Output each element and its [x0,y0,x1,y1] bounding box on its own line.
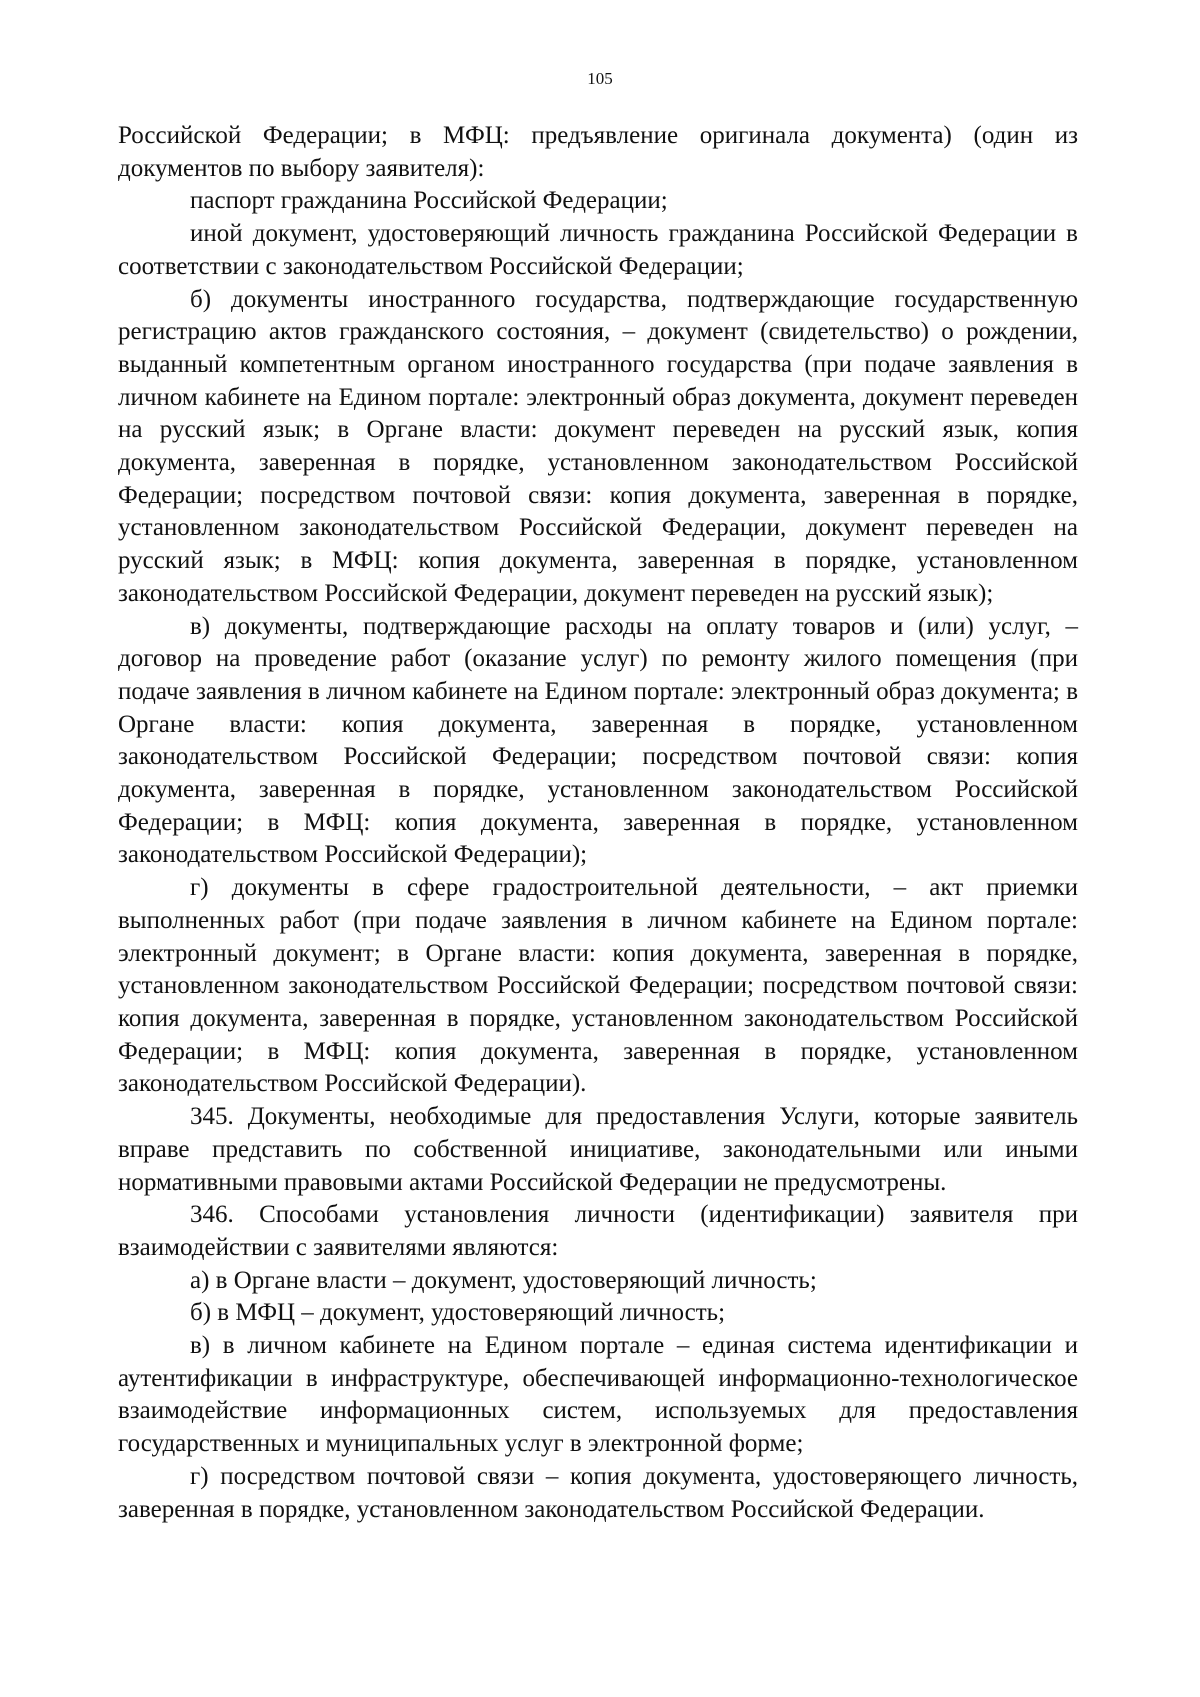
paragraph: паспорт гражданина Российской Федерации; [190,187,668,215]
document-body [118,120,1078,1526]
paragraph: г) документы в сфере градостроительной деятельности, – акт приемки выполненных работ (при подаче заявления в личном кабинете на Едином портале: электронный документ; в Органе власти: копия документа, заверенная в порядке, установленном законодательством Российской Федерации; посредством почтовой связи: копия документа, заверенная в порядке, установленном законодательством Российской Федерации; в МФЦ: копия документа, заверенная в порядке, установленном законодательством Российской Федерации). [118,874,1078,1098]
page-number: 105 [587,69,613,88]
paragraph: иной документ, удостоверяющий личность гражданина Российской Федерации в соответствии с законодательством Российской Федерации; [118,220,1078,280]
paragraph: а) в Органе власти – документ, удостоверяющий личность; [190,1266,817,1294]
paragraph: б) документы иностранного государства, подтверждающие государственную регистрацию актов гражданского состояния, – документ (свидетельство) о рождении, выданный компетентным органом иностранного государства (при подаче заявления в личном кабинете на Едином портале: электронный образ документа, документ переведен на русский язык; в Органе власти: документ переведен на русский язык, копия документа, заверенная в порядке, установленном законодательством Российской Федерации; посредством почтовой связи: копия документа, заверенная в порядке, установленном законодательством Российской Федерации, документ переведен на русский язык; в МФЦ: копия документа, заверенная в порядке, установленном законодательством Российской Федерации, документ переведен на русский язык); [118,285,1078,607]
paragraph: 345. Документы, необходимые для предоставления Услуги, которые заявитель вправе представить по собственной инициативе, законодательными или иными нормативными правовыми актами Российской Федерации не предусмотрены. [118,1103,1078,1196]
paragraph: в) в личном кабинете на Едином портале – единая система идентификации и аутентификации в инфраструктуре, обеспечивающей информационно-технологическое взаимодействие информационных систем, используемых для предоставления государственных и муниципальных услуг в электронной форме; [118,1332,1078,1458]
paragraph: Российской Федерации; в МФЦ: предъявление оригинала документа) (один из документов по выбору заявителя): [118,122,1078,182]
paragraph: г) посредством почтовой связи – копия документа, удостоверяющего личность, заверенная в порядке, установленном законодательством Российской Федерации. [118,1462,1078,1523]
paragraph: в) документы, подтверждающие расходы на оплату товаров и (или) услуг, – договор на проведение работ (оказание услуг) по ремонту жилого помещения (при подаче заявления в личном кабинете на Едином портале: электронный образ документа; в Органе власти: копия документа, заверенная в порядке, установленном законодательством Российской Федерации; посредством почтовой связи: копия документа, заверенная в порядке, установленном законодательством Российской Федерации; в МФЦ: копия документа, заверенная в порядке, установленном законодательством Российской Федерации); [118,612,1078,869]
paragraph: 346. Способами установления личности (идентификации) заявителя при взаимодействии с заявителями являются: [118,1201,1078,1261]
paragraph: б) в МФЦ – документ, удостоверяющий личность; [190,1299,726,1327]
